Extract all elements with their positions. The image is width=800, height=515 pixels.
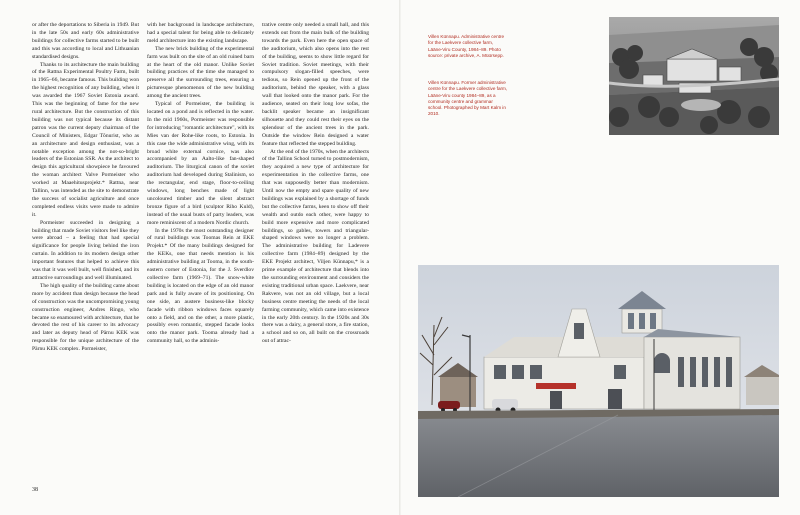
photo-caption: Villen Künnapu. Former administrative centre for the Laekvere collective farm, Lääne-Viru county 1984–89, as a community centre and grammar school. Photographed by Mart Kalm in 2010. — [428, 80, 508, 117]
page-gutter — [399, 0, 401, 515]
paragraph: trative centre only needed a small hall, and this extends out from the main bulk of the building towards the park. Even here the open space of the auditorium, which also opens into the rest of the building, seems to show little regard for Soviet tradition. Soviet meetings, with their compulsory slogan-filled speeches, were tedious, so Rein opened up the front of the auditorium, behind the speaker, with a glass wall that looked onto the manor park. For the audience, seated on their long low sofas, the backlit speaker became an insignificant silhouette and they could rest their eyes on the splendour of the ancient trees in the park. Outside the window Rein designed a water feature that reflected the stepped building. — [262, 22, 369, 147]
text-column-1 — [32, 22, 139, 497]
photo-caption: Villen Künnapu. Administrative centre for the Laekvere collective farm, Lääne-Viru County, 1984–89. Photo source: private archive, A. Müürsepp. — [428, 34, 505, 58]
paragraph: or after the deportations to Siberia in 1949. But in the late 50s and early 60s administrative buildings for collective farms started to be built and this was according to local and Lithuanian standardised designs. — [32, 22, 139, 60]
paragraph: The new brick building of the experimental farm was built on the site of an old ruined barn at the heart of the old manor. Unlike Soviet building practices of the time she managed to preserve all the surrounding trees, ensuring a picturesque phenomenon of the new building among the ancient trees. — [147, 45, 254, 100]
paragraph: At the end of the 1970s, when the architects of the Tallinn School turned to postmodernism, they acquired a new type of architecture for experimentation in the collective farms, one that was supposedly better than modernism. Until now the empty and spare quality of new buildings was explained by a shortage of funds but the collective farms, keen to show off their wealth and outdo each other, were happy to build more expensive and more complicated buildings, so gables, towers and triangular-shaped windows were no longer a problem. The administrative building for Ladevere collective farm (1984–89) designed by the EKE Projekt architect, Viljen Künnapu,* is a prime example of architecture that blends into the surrounding environment and considers the existing traditional urban space. Laekvere, near Rakvere, was not an old village, but a local business centre meeting the needs of the local farming community, which came into existence in the early 20th century. In the 1920s and 30s there was a dairy, a general store, a fire station, a school and so on, all built on the crossroads out of attrac- — [262, 148, 369, 345]
page-number: 38 — [32, 487, 38, 493]
paragraph: Pormeister succeeded in designing a building that made Soviet visitors feel like they were abroad – a feeling that had special significance for people living behind the iron curtain. In addition to its modern design other important features that helped to achieve this was that it was well built, well finished, and its attractive surroundings and well illuminated. — [32, 219, 139, 281]
aerial-photo — [609, 17, 779, 135]
paragraph: In the 1970s the most outstanding designer of rural buildings was Toomas Rein at EKE Projekt.* Of the many buildings designed for the KEKs, one that needs mention is his administrative building at Tooma, in the south-eastern corner of Estonia, for the J. Sverdlov collective farm (1969–71). The snow-white building is located on the edge of an old manor park and is fully aware of its positioning. On one side, an austere business-like blocky facade with ribbon windows faces squarely onto a field, and on the other, a more plastic, possibly even romantic, stepped facade looks onto the manor park. Tooma already had a community hall, so the adminis- — [147, 227, 254, 345]
paragraph: Thanks to its architecture the main building of the Rattna Experimental Poultry Farm, built in 1965–66, became famous. This building won the highest recognition of any building, when it was awarded the 1967 Soviet Estonia award. This was the beginning of fame for the new rural architecture. But the construction of this building was not typical because its distant patron was the current deputy chairman of the Council of Ministers, Edgar Tõnurist, who as an architecture and design enthusiast, was a notable exception among the not-so-bright leaders of the Estonian SSR. As the architect to design this agricultural showpiece he favoured the woman architect Valve Pormeister who worked at Maaehitusprojekt.* Rattna, near Tallinn, was intended as the site to demonstrate the success of socialist agriculture and once completed endless visits were made to admire it. — [32, 61, 139, 218]
paragraph: Typical of Pormeister, the building is located on a pond and is reflected in the water. In the mid 1960s, Pormeister was responsible for introducing "romantic architecture", with its Mies van der Rohe-like roots, to Estonia. In this case the wide administrative wing, with its broad white external cornice, was also accompanied by an Aalto-like fan-shaped auditorium. The liturgical canon of the soviet auditorium had developed during Stalinism, so the rectangular, end stage, floor-to-ceiling windows, long benches made of light uncoloured timber and the silent abstract bronze figure of a bird (sculptor Riho Kuld), instead of the usual busts of party leaders, was more reminiscent of a modern Nordic church. — [147, 101, 254, 226]
paragraph: The high quality of the building came about more by accident than design because the head of construction was the uncompromising young construction engineer, Andres Ringo, who became so enamoured with architecture, that he devoted the rest of his career to its advocacy and later as deputy head of Pärnu KEK was responsible for the unique architecture of the Pärnu KEK complex. Pormeister, — [32, 282, 139, 353]
text-column-3 — [262, 22, 369, 497]
paragraph: with her background in landscape architecture, had a special talent for being able to delicately meld architecture into the existing landscape. — [147, 22, 254, 44]
building-photo — [418, 265, 779, 497]
text-column-2 — [147, 22, 254, 497]
